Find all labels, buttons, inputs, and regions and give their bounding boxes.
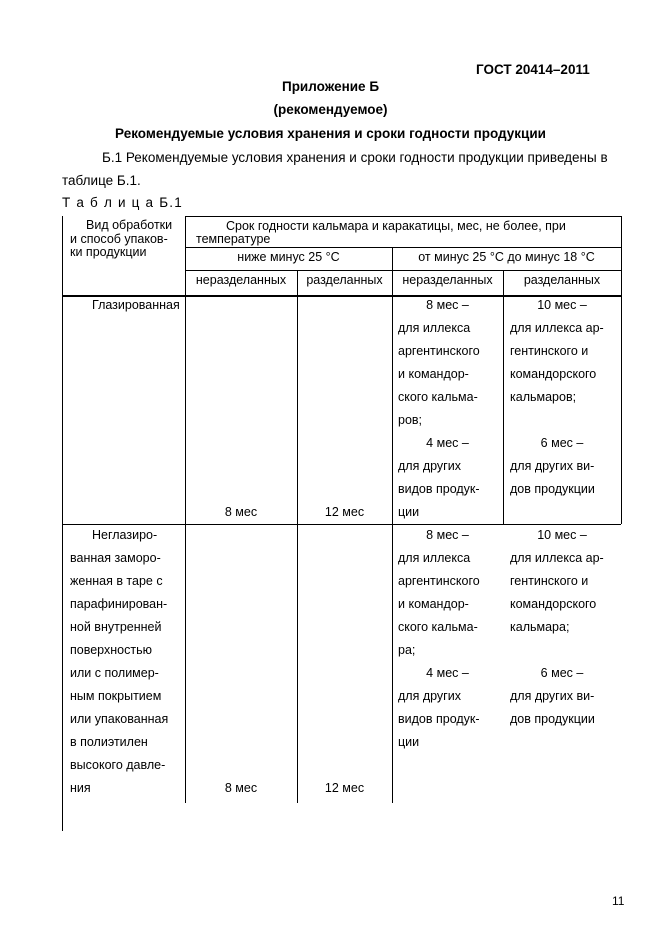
left-border <box>62 216 63 831</box>
row2-col3-line: видов продук- <box>398 712 480 726</box>
row1-col3-line: 8 мес – <box>426 298 469 312</box>
row2-col4-line: кальмара; <box>510 620 570 634</box>
intro-line-2: таблице Б.1. <box>62 173 141 188</box>
row2-product: ной внутренней <box>70 620 162 634</box>
row1-value-col2: 12 мес <box>324 505 365 519</box>
row2-product: поверхностью <box>70 643 152 657</box>
row1-value-col1: 8 мес <box>224 505 258 519</box>
header-subcol-2: разделанных <box>306 273 383 287</box>
row2-value-col1: 8 мес <box>224 781 258 795</box>
row2-col4-line: для иллекса ар- <box>510 551 604 565</box>
appendix-subtitle: (рекомендуемое) <box>273 102 388 117</box>
header-product-label: и способ упаков- <box>70 231 168 246</box>
row2-col3-line: 4 мес – <box>426 666 469 680</box>
row1-col4-line: для других ви- <box>510 459 595 473</box>
row2-col3-line: для других <box>398 689 461 703</box>
table-top-border <box>185 216 621 217</box>
row1-col4-line: 10 мес – <box>537 298 587 312</box>
header-subcol-4: разделанных <box>523 273 601 287</box>
row2-product: или упакованная <box>70 712 169 726</box>
row2-col3-line: ции <box>398 735 420 749</box>
header-subcol-3: неразделанных <box>402 273 493 287</box>
header-subcol-1: неразделанных <box>195 273 287 287</box>
row2-value-col2: 12 мес <box>324 781 365 795</box>
row1-col3-line: для других <box>398 459 461 473</box>
row1-col4-line: кальмаров; <box>510 390 577 404</box>
header-temp-2: от минус 25 °С до минус 18 °С <box>418 250 595 264</box>
row1-col3-line: для иллекса <box>398 321 471 335</box>
page-number: 11 <box>612 894 625 908</box>
row1-col3-line: 4 мес – <box>426 436 469 450</box>
document-code: ГОСТ 20414–2011 <box>476 62 590 77</box>
header-sub-rule <box>185 270 621 271</box>
col2-divider <box>297 270 298 803</box>
row2-product: ванная заморо- <box>70 551 161 565</box>
row2-col3-line: аргентинского <box>398 574 480 588</box>
table-caption: Т а б л и ц а Б.1 <box>62 195 183 210</box>
row1-col3-line: ского кальма- <box>398 390 478 404</box>
col4-row1-divider <box>503 296 504 524</box>
appendix-heading: Рекомендуемые условия хранения и сроки годности продукции <box>115 126 546 141</box>
header-product-label: Вид обработки <box>86 218 173 232</box>
row2-product: ным покрытием <box>70 689 162 703</box>
row1-col3-line: и командор- <box>398 367 469 381</box>
row2-col4-line: командорского <box>510 597 597 611</box>
row2-product: парафинирован- <box>70 597 168 611</box>
row1-col4-line: 6 мес – <box>540 436 584 450</box>
row2-product: ния <box>70 781 91 795</box>
row2-col3-line: ского кальма- <box>398 620 478 634</box>
row2-product: в полиэтилен <box>70 735 148 749</box>
header-product-label: ки продукции <box>70 245 147 259</box>
row2-col3-line: для иллекса <box>398 551 471 565</box>
row1-col4-line: командорского <box>510 367 597 381</box>
row2-col4-line: 6 мес – <box>540 666 584 680</box>
row2-col4-line: для других ви- <box>510 689 595 703</box>
row2-product: Неглазиро- <box>92 528 158 542</box>
row2-col3-line: 8 мес – <box>426 528 469 542</box>
row1-col4-line: дов продукции <box>510 482 595 496</box>
appendix-title: Приложение Б <box>281 79 380 94</box>
row2-col4-line: дов продукции <box>510 712 595 726</box>
row2-product: высокого давле- <box>70 758 166 772</box>
header-temp-1: ниже минус 25 °С <box>237 250 340 264</box>
row1-col3-line: ров; <box>398 413 423 427</box>
row1-col4-line: для иллекса ар- <box>510 321 604 335</box>
col3-divider <box>392 247 393 803</box>
row1-col3-line: аргентинского <box>398 344 480 358</box>
header-temp-rule <box>185 247 621 248</box>
row1-product: Глазированная <box>92 298 180 312</box>
row2-product: женная в таре с <box>70 574 163 588</box>
row1-col3-line: видов продук- <box>398 482 480 496</box>
row1-col4-line: гентинского и <box>510 344 589 358</box>
header-bottom-rule <box>62 295 621 297</box>
intro-line-1: Б.1 Рекомендуемые условия хранения и сроки годности продукции приведены в <box>102 150 608 165</box>
row2-col3-line: ра; <box>398 643 416 657</box>
row2-col4-line: гентинского и <box>510 574 589 588</box>
row2-col4-line: 10 мес – <box>537 528 587 542</box>
header-shelf-life-cont: температуре <box>196 232 271 246</box>
right-border <box>621 216 622 524</box>
row1-col3-line: ции <box>398 505 420 519</box>
row2-product: или с полимер- <box>70 666 159 680</box>
row-divider <box>62 524 621 525</box>
row2-col3-line: и командор- <box>398 597 469 611</box>
header-shelf-life: Срок годности кальмара и каракатицы, мес, не более, при <box>226 219 566 233</box>
